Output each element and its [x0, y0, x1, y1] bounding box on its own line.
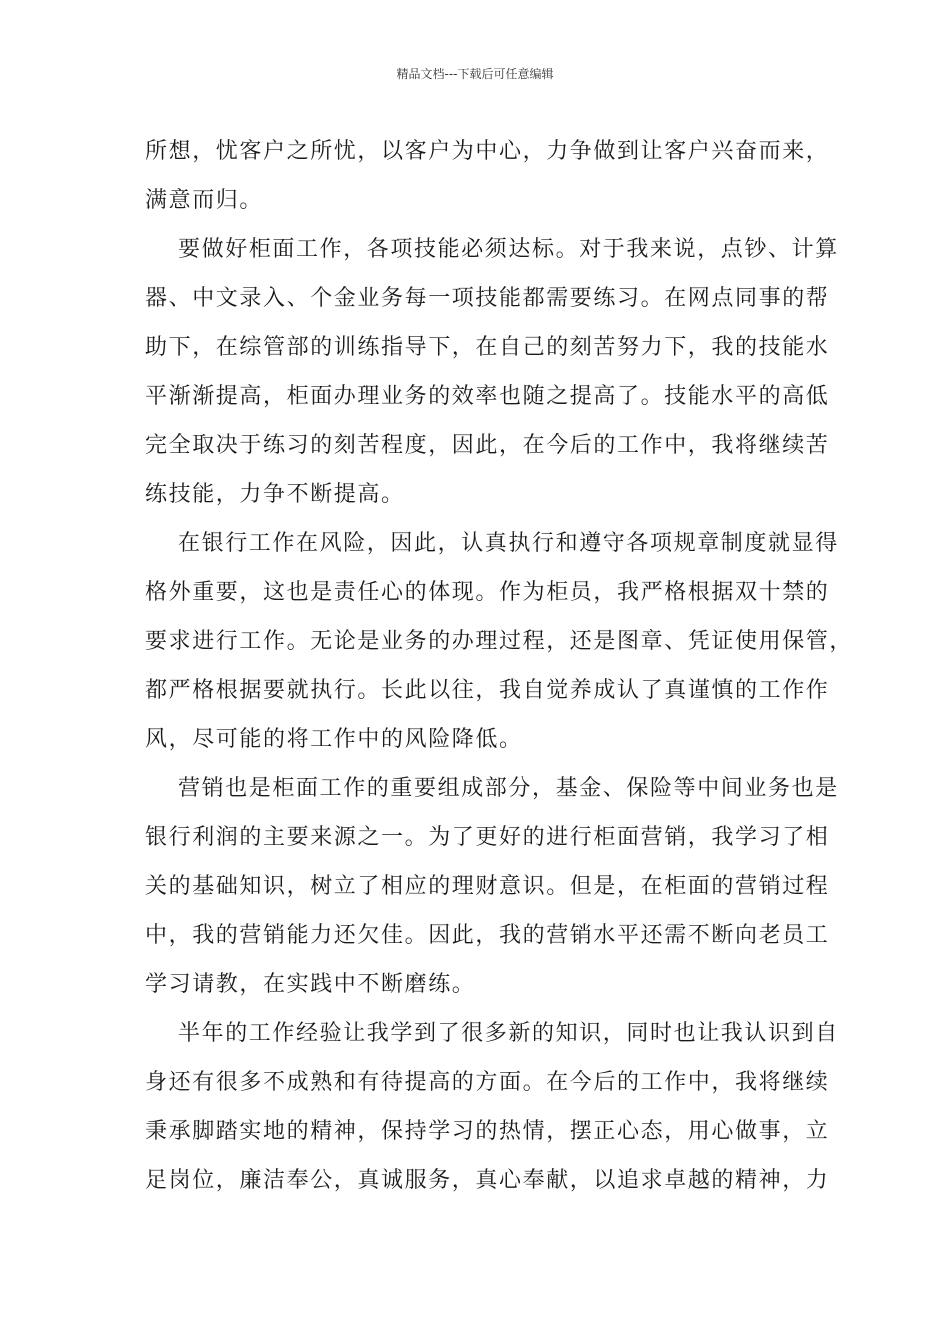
paragraph-line: 器、中文录入、个金业务每一项技能都需要练习。在网点同事的帮 — [145, 286, 830, 311]
paragraph-line: 完全取决于练习的刻苦程度，因此，在今后的工作中，我将继续苦 — [145, 433, 830, 458]
paragraph-line: 秉承脚踏实地的精神，保持学习的热情，摆正心态，用心做事，立 — [145, 1119, 830, 1144]
paragraph-first-line: 半年的工作经验让我学到了很多新的知识，同时也让我认识到自 — [178, 1021, 839, 1046]
paragraph-line: 助下，在综管部的训练指导下，在自己的刻苦努力下，我的技能水 — [145, 335, 830, 360]
paragraph-first-line: 在银行工作在风险，因此，认真执行和遵守各项规章制度就显得 — [178, 531, 839, 556]
paragraph-line: 身还有很多不成熟和有待提高的方面。在今后的工作中，我将继续 — [145, 1070, 830, 1095]
paragraph-line: 都严格根据要就执行。长此以往，我自觉养成认了真谨慎的工作作 — [145, 678, 830, 703]
document-body — [145, 127, 854, 1205]
paragraph-line: 格外重要，这也是责任心的体现。作为柜员，我严格根据双十禁的 — [145, 580, 830, 605]
paragraph-first-line: 要做好柜面工作，各项技能必须达标。对于我来说，点钞、计算 — [178, 237, 839, 262]
paragraph-line: 满意而归。 — [145, 188, 264, 213]
paragraph-line: 平渐渐提高，柜面办理业务的效率也随之提高了。技能水平的高低 — [145, 384, 830, 409]
page-header: 精品文档---下载后可任意编辑 — [396, 67, 554, 81]
paragraph-line: 银行利润的主要来源之一。为了更好的进行柜面营销，我学习了相 — [145, 825, 830, 850]
paragraph-line: 关的基础知识，树立了相应的理财意识。但是，在柜面的营销过程 — [145, 874, 830, 899]
paragraph-line: 风，尽可能的将工作中的风险降低。 — [145, 727, 523, 752]
paragraph-line: 足岗位，廉洁奉公，真诚服务，真心奉献，以追求卓越的精神，力 — [145, 1168, 830, 1193]
paragraph-line: 学习请教，在实践中不断磨练。 — [145, 972, 476, 997]
paragraph-line: 中，我的营销能力还欠佳。因此，我的营销水平还需不断向老员工 — [145, 923, 830, 948]
paragraph-line: 要求进行工作。无论是业务的办理过程，还是图章、凭证使用保管， — [145, 629, 854, 654]
paragraph-line: 所想，忧客户之所忧，以客户为中心，力争做到让客户兴奋而来， — [145, 139, 830, 164]
paragraph-first-line: 营销也是柜面工作的重要组成部分，基金、保险等中间业务也是 — [178, 776, 839, 801]
paragraph-line: 练技能，力争不断提高。 — [145, 482, 405, 507]
